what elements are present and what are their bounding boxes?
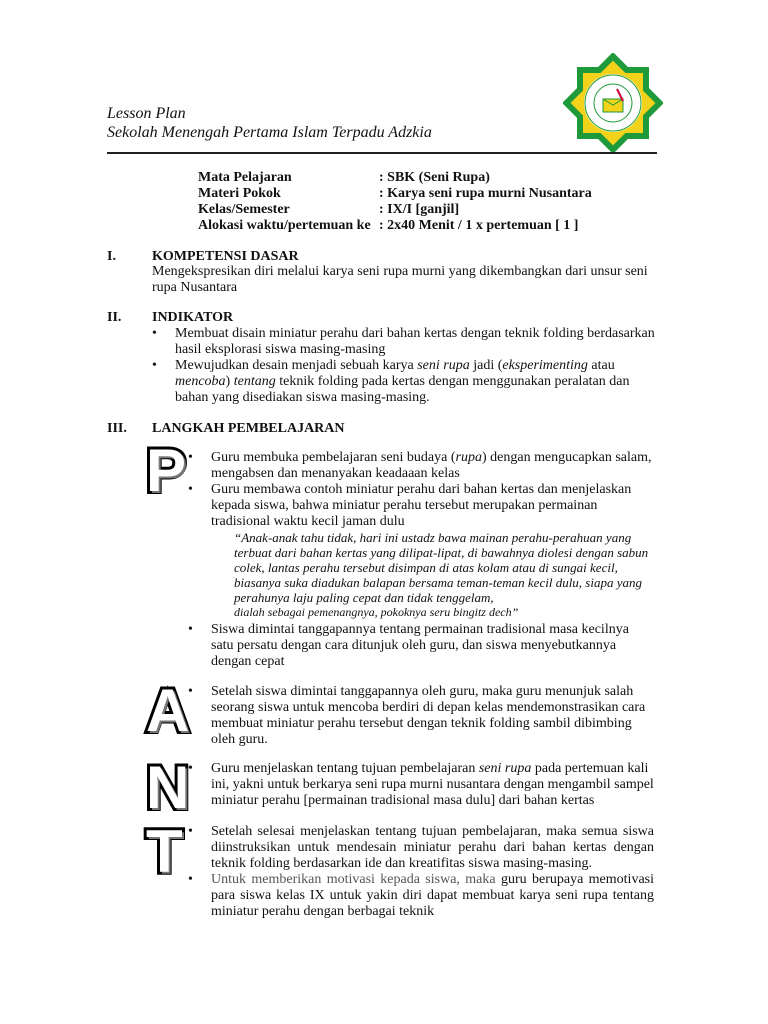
text-run: jadi ( [469, 358, 503, 373]
list-item [152, 326, 657, 358]
pant-letter-t: T [146, 818, 183, 885]
info-key: Materi Pokok [198, 186, 281, 201]
info-row [198, 170, 592, 186]
list-item [188, 482, 654, 530]
text-run: Guru membuka pembelajaran seni budaya ( [211, 450, 456, 465]
lesson-plan-title: Lesson Plan [107, 105, 186, 122]
section-number: II. [107, 310, 122, 325]
pant-letter-p: P [146, 437, 187, 504]
text-run: Untuk memberikan motivasi kepada siswa, maka [211, 872, 501, 887]
text-run: teknik folding pada kertas dengan menggunakan peralatan dan bahan yang disediakan siswa masing-masing. [175, 374, 630, 405]
italic-term: tentang [233, 374, 276, 389]
step-list-t [188, 824, 654, 920]
info-value: : SBK (Seni Rupa) [379, 170, 490, 185]
section-title: INDIKATOR [152, 310, 234, 325]
list-item-text: Membuat disain miniatur perahu dari bahan kertas dengan teknik folding berdasarkan hasil eksplorasi siswa masing-masing [175, 326, 655, 357]
info-row [198, 186, 592, 202]
text-run: pada pertemuan kali ini, yakni untuk berkarya seni rupa murni nusantara dengan mengambil sampel miniatur perahu [permainan tradisional masa dulu] dari bahan kertas [211, 761, 654, 808]
text-run: guru berupaya memotivasi para siswa kelas IX untuk yakin diri dapat membuat karya seni rupa tentang miniatur perahu dengan berbagai teknik [211, 872, 654, 919]
info-row [198, 218, 592, 234]
school-logo [563, 53, 663, 153]
lesson-info-table [198, 170, 592, 234]
list-item [188, 761, 654, 809]
pant-letter-a: A [146, 677, 190, 744]
info-row [198, 202, 592, 218]
list-item-text: Setelah selesai menjelaskan tentang tujuan pembelajaran, maka semua siswa diinstruksikan untuk mendesain miniatur perahu dari bahan kertas dengan teknik folding berdasarkan ide dan kreatifitas siswa masing-masing. [211, 824, 654, 871]
info-key: Kelas/Semester [198, 202, 290, 217]
italic-term: eksperimenting [502, 358, 588, 373]
step-list-a [188, 684, 654, 748]
section-title: LANGKAH PEMBELAJARAN [152, 421, 345, 436]
pant-letter-n: N [146, 754, 190, 821]
section-number: I. [107, 249, 116, 264]
text-run: Guru menjelaskan tentang tujuan pembelajaran [211, 761, 479, 776]
section-number: III. [107, 421, 127, 436]
step-list-n [188, 761, 654, 809]
section-text: Mengekspresikan diri melalui karya seni rupa murni yang dikembangkan dari unsur seni rupa Nusantara [152, 264, 648, 295]
list-item-text: Siswa dimintai tanggapannya tentang permainan tradisional masa kecilnya satu persatu dengan cara ditunjuk oleh guru, dan siswa menyebutkannya dengan cepat [211, 622, 629, 669]
info-value: : 2x40 Menit / 1 x pertemuan [ 1 ] [379, 218, 579, 233]
school-name: Sekolah Menengah Pertama Islam Terpadu Adzkia [107, 124, 432, 141]
italic-term: seni rupa [478, 761, 532, 776]
info-value: : Karya seni rupa murni Nusantara [379, 186, 592, 201]
info-key: Mata Pelajaran [198, 170, 292, 185]
text-run: atau [587, 358, 615, 373]
header-divider [107, 152, 657, 154]
teacher-quote-end: dialah sebagai pemenangnya, pokoknya seru bingitz dech” [234, 605, 519, 619]
italic-term: rupa [455, 450, 482, 465]
italic-term: mencoba [175, 374, 226, 389]
italic-term: seni rupa [417, 358, 470, 373]
list-item [188, 450, 654, 482]
list-item [188, 824, 654, 872]
indicator-list [152, 326, 657, 406]
list-item-text: Setelah siswa dimintai tanggapannya oleh guru, maka guru menunjuk salah seorang siswa untuk mencoba berdiri di depan kelas mendemonstrasikan cara membuat miniatur perahu tersebut dengan teknik folding sambil dibimbing oleh guru. [211, 684, 646, 747]
list-item-text: Guru membawa contoh miniatur perahu dari bahan kertas dan menjelaskan kepada siswa, bahwa miniatur perahu tersebut merupakan permainan tradisional waktu kecil jaman dulu [211, 482, 632, 529]
info-value: : IX/I [ganjil] [379, 202, 460, 217]
list-item [188, 622, 654, 670]
text-run: Mewujudkan desain menjadi sebuah karya [175, 358, 418, 373]
section-title: KOMPETENSI DASAR [152, 249, 299, 264]
step-list-p [188, 450, 654, 530]
list-item [152, 358, 657, 406]
list-item [188, 872, 654, 920]
text-run: ) dengan mengucapkan salam, mengabsen dan menanyakan keadaaan kelas [211, 450, 652, 481]
list-item [188, 684, 654, 748]
step-list-p2 [188, 622, 654, 670]
teacher-quote: “Anak-anak tahu tidak, hari ini ustadz bawa mainan perahu-perahuan yang terbuat dari bahan kertas yang dilipat-lipat, di bawahnya diolesi dengan sabun colek, lantas perahu tersebut disimpan di atas kolam atau di sungai kecil, biasanya suka diadukan balapan bersama teman-teman kecil dulu, siapa yang perahunya laju paling cepat dan tidak tenggelam, [234, 530, 649, 605]
info-key: Alokasi waktu/pertemuan ke [198, 218, 371, 233]
text-run: ) [225, 374, 234, 389]
